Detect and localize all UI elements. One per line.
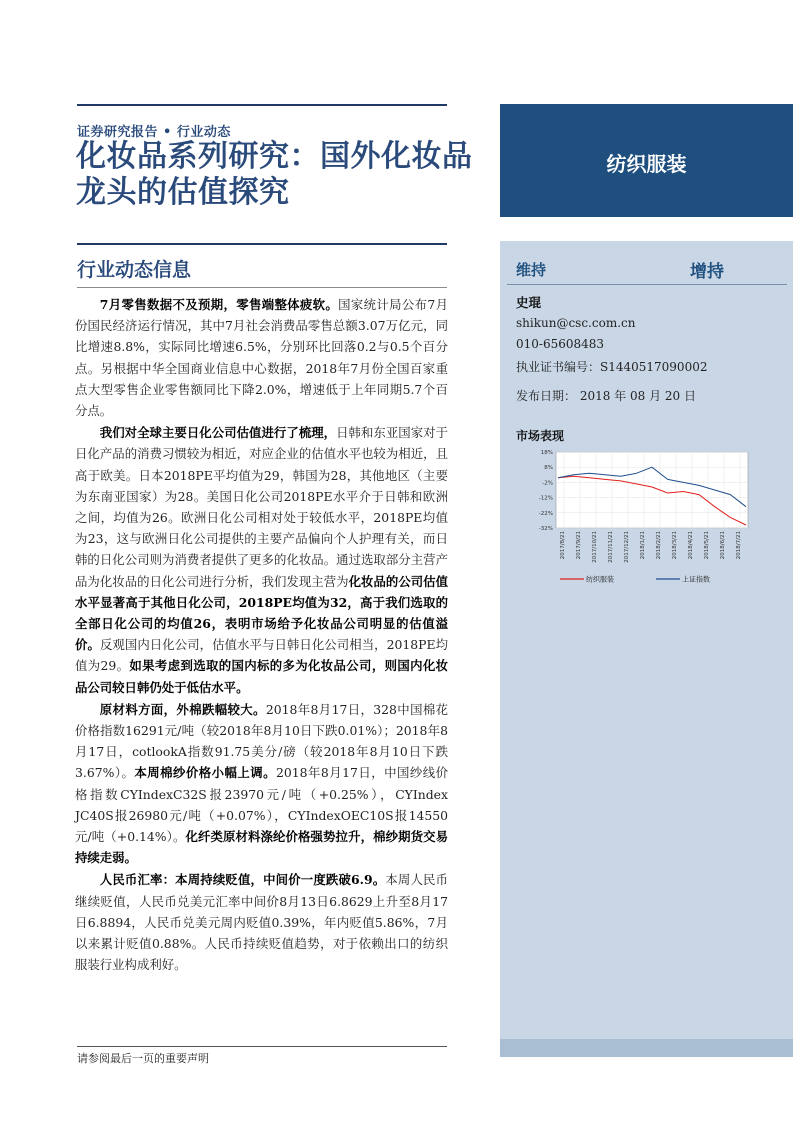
run: 化纤类原材料涤纶价格强势拉升，棉纱期货交易持续走弱。 xyxy=(75,829,449,866)
chart-y-tick-label: -2% xyxy=(542,480,553,487)
run: 国家统计局公布7月份国民经济运行情况，其中7月社会消费品零售总额3.07万亿元，同比增速8.8%，实际同比增速6.5%，分别环比回落0.2与0.5个百分点。另根据中华全国商业信息中心数据，2018年7月份全国百家重点大型零售企业零售额同比下降2.0%，增速低于上年同期5.7个百分点。 xyxy=(75,297,448,419)
paragraph-raw-materials xyxy=(75,699,448,869)
chart-y-tick-label: 8% xyxy=(544,465,553,472)
chart-x-tick-label: 2018/7/21 xyxy=(736,531,742,560)
paragraph-retail xyxy=(75,294,448,421)
chart-x-tick-label: 2018/4/21 xyxy=(688,531,694,560)
chart-x-tick-label: 2017/9/21 xyxy=(576,531,582,560)
analyst-name: 史琨 xyxy=(516,295,542,310)
chart-x-tick-label: 2018/6/21 xyxy=(720,531,726,560)
sector-banner xyxy=(500,104,793,217)
section-bottom-rule xyxy=(77,287,447,288)
run: 原材料方面，外棉跌幅较大。 xyxy=(99,701,266,717)
chart-x-tick-label: 2018/1/21 xyxy=(640,531,646,560)
chart-legend-label: 纺织服装 xyxy=(586,575,614,584)
run: 2018年8月17日，328中国棉花价格指数16291元/吨（较2018年8月10日下跌0.01%）；2018年8月17日，cotlookA指数91.75美分/磅（较2018年8月10日下跌3.67%）。 xyxy=(75,701,448,781)
section-title: 行业动态信息 xyxy=(77,259,192,281)
footer-disclaimer: 请参阅最后一页的重要声明 xyxy=(77,1052,209,1065)
run: 我们对全球主要日化公司估值进行了梳理， xyxy=(99,425,337,441)
report-title: 化妆品系列研究：国外化妆品龙头的估值探究 xyxy=(76,139,473,210)
run: 反观国内日化公司，估值水平与日韩日化公司相当，2018PE均值为29。 xyxy=(75,637,449,674)
analyst-license: 执业证书编号：S1440517090002 xyxy=(516,360,708,374)
chart-x-tick-label: 2017/8/21 xyxy=(560,531,566,560)
run: 7月零售数据不及预期，零售端整体疲软。 xyxy=(99,297,339,312)
chart-x-tick-label: 2017/11/21 xyxy=(608,531,614,563)
run: 化妆品的公司估值水平显著高于其他日化公司，2018PE均值为32，高于我们选取的全部日化公司的均值26，表明市场给予化妆品公司明显的估值溢价。 xyxy=(75,573,449,653)
run: 人民币汇率：本周持续贬值，中间价一度跌破6.9。 xyxy=(99,872,386,888)
chart-y-tick-label: -22% xyxy=(538,510,553,517)
chart-y-tick-label: -12% xyxy=(538,495,553,502)
sector-label: 纺织服装 xyxy=(606,152,687,176)
analyst-email[interactable]: shikun@csc.com.cn xyxy=(516,316,636,330)
chart-y-tick-label: -32% xyxy=(538,526,553,532)
chart-plot-area xyxy=(556,452,748,528)
run: 日韩和东亚国家对于日化产品的消费习惯较为相近，对应企业的估值水平也较为相近，且高于欧美。日本2018PE平均值为29，韩国为28，其他地区（主要为东南亚国家）为28。美国日化公司2018PE水平介于日韩和欧洲之间，均值为26。欧洲日化公司相对处于较低水平，2018PE均值为23，这与欧洲日化公司提供的主要产品偏向个人护理有关，而日韩的日化公司则为消费者提供了更多的化妆品。通过选取部分主营产品为化妆品的日化公司进行分析，我们发现主营为 xyxy=(75,425,448,589)
section-top-rule xyxy=(77,243,447,245)
chart-x-tick-label: 2018/5/21 xyxy=(704,531,710,560)
analyst-phone: 010-65608483 xyxy=(516,337,605,351)
publish-date: 发布日期： 2018 年 08 月 20 日 xyxy=(516,389,696,403)
run: 本周棉纱价格小幅上调。 xyxy=(134,765,276,781)
report-type-label: 证券研究报告 • 行业动态 xyxy=(77,125,231,140)
rating-current: 增持 xyxy=(690,262,724,282)
chart-legend-label: 上证指数 xyxy=(682,575,710,584)
chart-x-tick-label: 2017/12/21 xyxy=(624,531,630,563)
paragraph-fx xyxy=(75,869,448,975)
header-top-rule xyxy=(77,104,447,106)
body-text xyxy=(75,294,448,977)
rating-divider xyxy=(507,284,787,285)
run: 2018年8月17日，中国纱线价格指数CYIndexC32S报23970元/吨（+0.25%），CYIndex JC40S报26980元/吨（+0.07%），CYIndexOEC10S报14550元/吨（+0.14%）。 xyxy=(75,765,448,845)
paragraph-valuation xyxy=(75,422,448,698)
chart-heading: 市场表现 xyxy=(516,429,565,443)
chart-x-tick-label: 2018/2/21 xyxy=(656,531,662,560)
chart-y-tick-label: 18% xyxy=(540,450,553,456)
chart-x-tick-label: 2017/10/21 xyxy=(592,531,598,563)
rating-previous: 维持 xyxy=(516,261,547,279)
chart-x-tick-label: 2018/3/21 xyxy=(672,531,678,560)
market-performance-chart xyxy=(516,444,752,586)
sidebar-bottom-band xyxy=(500,1039,793,1057)
run: 如果考虑到选取的国内标的多为化妆品公司，则国内化妆品公司较日韩仍处于低估水平。 xyxy=(75,658,448,695)
run: 本周人民币继续贬值，人民币兑美元汇率中间价8月13日6.8629上升至8月17日6.8894，人民币兑美元周内贬值0.39%，年内贬值5.86%，7月以来累计贬值0.88%。人民币持续贬值趋势，对于依赖出口的纺织服装行业构成利好。 xyxy=(75,872,449,973)
footer-rule xyxy=(77,1046,447,1047)
